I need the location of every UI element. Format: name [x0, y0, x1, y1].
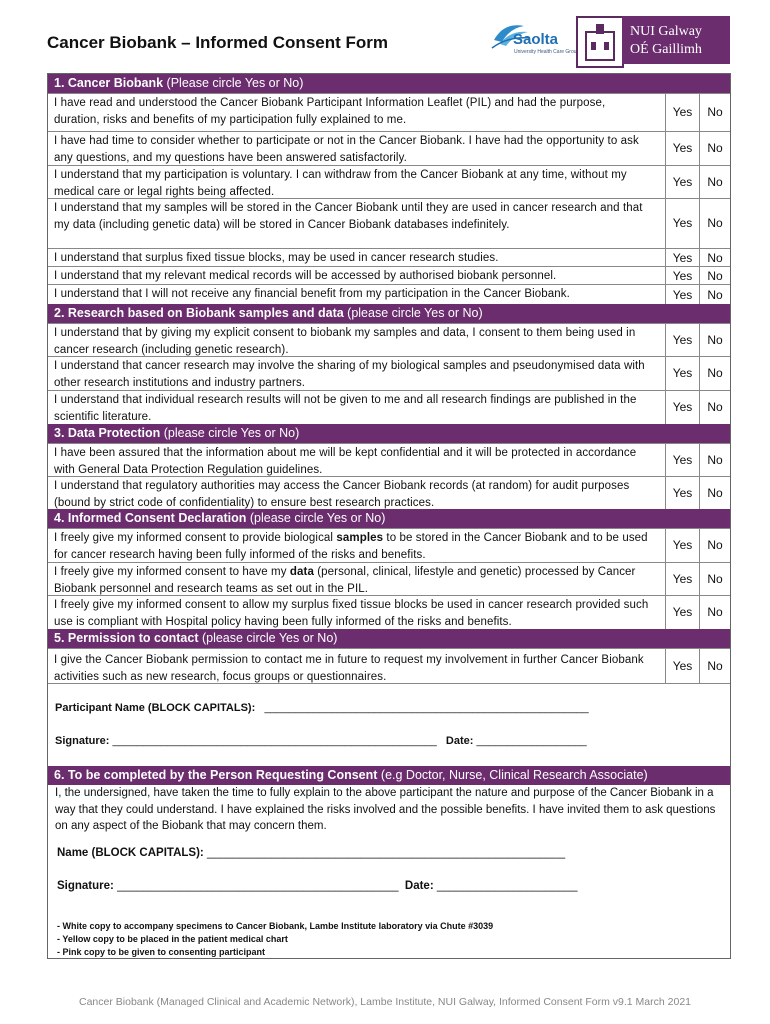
yes-option[interactable]: Yes — [672, 538, 693, 552]
section-6-statement: I, the undersigned, have taken the time to fully explain to the above participant the nature and purpose of the Cancer Biobank in a way that they could understand. I have explained the risks involved and the possible benefits. I have invited them to ask questions on any aspect of the Biobank that may concern them. — [55, 787, 716, 832]
consent-text: I understand that my participation is voluntary. I can withdraw from the Cancer Biobank at any time, without my medical care or legal rights being affected. — [54, 169, 627, 198]
yes-option[interactable]: Yes — [672, 269, 693, 283]
no-option[interactable]: No — [707, 659, 723, 673]
section-5-header — [48, 629, 730, 648]
consent-row-16 — [48, 648, 730, 684]
participant-signature-label: Signature: — [55, 735, 110, 747]
no-option[interactable]: No — [707, 538, 723, 552]
requester-date-line[interactable]: ______________________ — [436, 880, 578, 892]
no-option[interactable]: No — [707, 216, 723, 230]
yes-option[interactable]: Yes — [672, 453, 693, 467]
yes-option[interactable]: Yes — [672, 216, 693, 230]
participant-signature-field[interactable] — [55, 735, 587, 747]
consent-row-6 — [48, 266, 730, 284]
consent-text: I understand that surplus fixed tissue blocks, may be used in cancer research studies. — [54, 252, 499, 264]
section-title: 5. Permission to contact — [54, 631, 199, 645]
no-option[interactable]: No — [707, 288, 723, 302]
consent-row-4 — [48, 198, 730, 248]
consent-text: I have been assured that the information about me will be kept confidential and it will be protected in accordance with General Data Protection Regulation guidelines. — [54, 447, 637, 476]
section-6-header — [48, 766, 730, 785]
yes-option[interactable]: Yes — [672, 366, 693, 380]
no-option[interactable]: No — [707, 251, 723, 265]
saolta-logo-subtext: University Health Care Group — [514, 49, 580, 55]
yes-option[interactable]: Yes — [672, 175, 693, 189]
participant-name-label: Participant Name (BLOCK CAPITALS): — [55, 702, 256, 714]
requester-name-field[interactable] — [57, 847, 565, 859]
no-option[interactable]: No — [707, 269, 723, 283]
consent-row-2 — [48, 131, 730, 165]
requester-signature-label: Signature: — [57, 880, 114, 892]
yes-option[interactable]: Yes — [672, 486, 693, 500]
section-title: 1. Cancer Biobank — [54, 76, 164, 90]
no-option[interactable]: No — [707, 572, 723, 586]
saolta-logo-text: Saolta — [513, 31, 559, 48]
participant-date-label: Date: — [445, 735, 474, 747]
section-title: 3. Data Protection — [54, 426, 161, 440]
page-footer: Cancer Biobank (Managed Clinical and Academic Network), Lambe Institute, NUI Galway, Informed Consent Form v9.1 March 2021 — [79, 996, 691, 1008]
consent-row-12 — [48, 476, 730, 509]
yes-option[interactable]: Yes — [672, 141, 693, 155]
yes-option[interactable]: Yes — [672, 400, 693, 414]
section-title: 2. Research based on Biobank samples and data — [54, 306, 344, 320]
consent-text: I freely give my informed consent to have my data (personal, clinical, lifestyle and genetic) processed by Cancer Biobank personnel and research teams as set out in the PIL. — [54, 566, 636, 595]
consent-text: I understand that I will not receive any financial benefit from my participation in the Cancer Biobank. — [54, 288, 570, 300]
note-item: - Pink copy to be given to consenting participant — [57, 947, 266, 957]
yes-option[interactable]: Yes — [672, 251, 693, 265]
consent-text: I have had time to consider whether to participate or not in the Cancer Biobank. I have had the opportunity to ask any questions, and my questions have been answered satisfactorily. — [54, 135, 639, 164]
section-title: 6. To be completed by the Person Requesting Consent — [54, 768, 378, 782]
no-option[interactable]: No — [707, 486, 723, 500]
no-option[interactable]: No — [707, 105, 723, 119]
no-option[interactable]: No — [707, 333, 723, 347]
requester-signature-line[interactable]: ____________________________________________ — [117, 880, 399, 892]
consent-row-14 — [48, 562, 730, 595]
note-item: - White copy to accompany specimens to Cancer Biobank, Lambe Institute laboratory via Chute #3039 — [57, 921, 494, 931]
consent-row-3 — [48, 165, 730, 198]
consent-text: I understand that my relevant medical records will be accessed by authorised biobank personnel. — [54, 270, 557, 282]
consent-row-11 — [48, 443, 730, 476]
note-item: - Yellow copy to be placed in the patient medical chart — [57, 934, 288, 944]
yes-option[interactable]: Yes — [672, 288, 693, 302]
section-4-header — [48, 509, 730, 528]
section-note: (please circle Yes or No) — [343, 306, 483, 320]
nui-logo-line2: OÉ Gaillimh — [630, 42, 702, 57]
requester-signature-field[interactable] — [57, 880, 578, 892]
requester-name-line[interactable]: ________________________________________________________ — [206, 847, 566, 859]
section-2-header — [48, 304, 730, 323]
section-note: (please circle Yes or No) — [246, 511, 386, 525]
yes-option[interactable]: Yes — [672, 105, 693, 119]
page-title: Cancer Biobank – Informed Consent Form — [47, 33, 388, 52]
consent-text: I understand that my samples will be stored in the Cancer Biobank until they are used in cancer research and that my data (including genetic data) will be stored in Cancer Biobank databases indefinitely. — [54, 202, 643, 231]
no-option[interactable]: No — [707, 366, 723, 380]
section-title: 4. Informed Consent Declaration — [54, 511, 247, 525]
consent-text: I give the Cancer Biobank permission to contact me in future to request my involvement in further Cancer Biobank activities such as new research, focus groups or questionnaires. — [54, 654, 644, 683]
section-3-header — [48, 424, 730, 443]
participant-name-line[interactable]: _____________________________________________________ — [264, 702, 589, 714]
nui-logo-line1: NUI Galway — [630, 24, 702, 39]
participant-signature-line[interactable]: _____________________________________________________ — [112, 735, 437, 747]
consent-text: I understand that cancer research may involve the sharing of my biological samples and pseudonymised data with other research institutions and industry partners. — [54, 360, 645, 389]
consent-row-9 — [48, 356, 730, 390]
nui-logo-band — [622, 16, 730, 64]
consent-text: I understand that regulatory authorities may access the Cancer Biobank records (at random) for audit purposes (bound by strict code of confidentiality) to ensure best research practices. — [54, 480, 630, 509]
yes-option[interactable]: Yes — [672, 659, 693, 673]
consent-text: I freely give my informed consent to provide biological samples to be stored in the Cancer Biobank and to be used for cancer research having been fully informed of the risks and benefits. — [54, 532, 648, 561]
nui-crest-icon — [576, 16, 624, 68]
consent-row-15 — [48, 595, 730, 629]
section-note: (please circle Yes or No) — [198, 631, 338, 645]
consent-row-13 — [48, 528, 730, 562]
section-1-header — [48, 74, 730, 93]
requester-name-label: Name (BLOCK CAPITALS): — [57, 847, 204, 859]
no-option[interactable]: No — [707, 175, 723, 189]
consent-text: I freely give my informed consent to allow my surplus fixed tissue blocks be used in cancer research provided such use is compliant with Hospital policy having been fully informed of the risks and benefits. — [54, 599, 649, 628]
section-note: (Please circle Yes or No) — [163, 76, 304, 90]
no-option[interactable]: No — [707, 453, 723, 467]
participant-name-field[interactable] — [55, 702, 589, 714]
section-note: (e.g Doctor, Nurse, Clinical Research Associate) — [377, 768, 648, 782]
yes-option[interactable]: Yes — [672, 572, 693, 586]
copy-distribution-notes — [57, 920, 493, 959]
participant-date-line[interactable]: __________________ — [476, 735, 587, 747]
consent-text: I understand that individual research results will not be given to me and all research findings are published in the scientific literature. — [54, 394, 637, 423]
consent-row-1 — [48, 93, 730, 131]
consent-row-7 — [48, 284, 730, 304]
yes-option[interactable]: Yes — [672, 605, 693, 619]
no-option[interactable]: No — [707, 400, 723, 414]
yes-option[interactable]: Yes — [672, 333, 693, 347]
section-note: (please circle Yes or No) — [160, 426, 300, 440]
requester-date-label: Date: — [404, 880, 434, 892]
consent-text: I have read and understood the Cancer Biobank Participant Information Leaflet (PIL) and had the purpose, duration, risks and benefits of my participation fully explained to me. — [54, 97, 606, 126]
no-option[interactable]: No — [707, 141, 723, 155]
consent-row-10 — [48, 390, 730, 424]
consent-text: I understand that by giving my explicit consent to biobank my samples and data, I consent to them being used in cancer research (including genetic research). — [54, 327, 636, 356]
consent-row-8 — [48, 323, 730, 356]
no-option[interactable]: No — [707, 605, 723, 619]
consent-row-5 — [48, 248, 730, 266]
